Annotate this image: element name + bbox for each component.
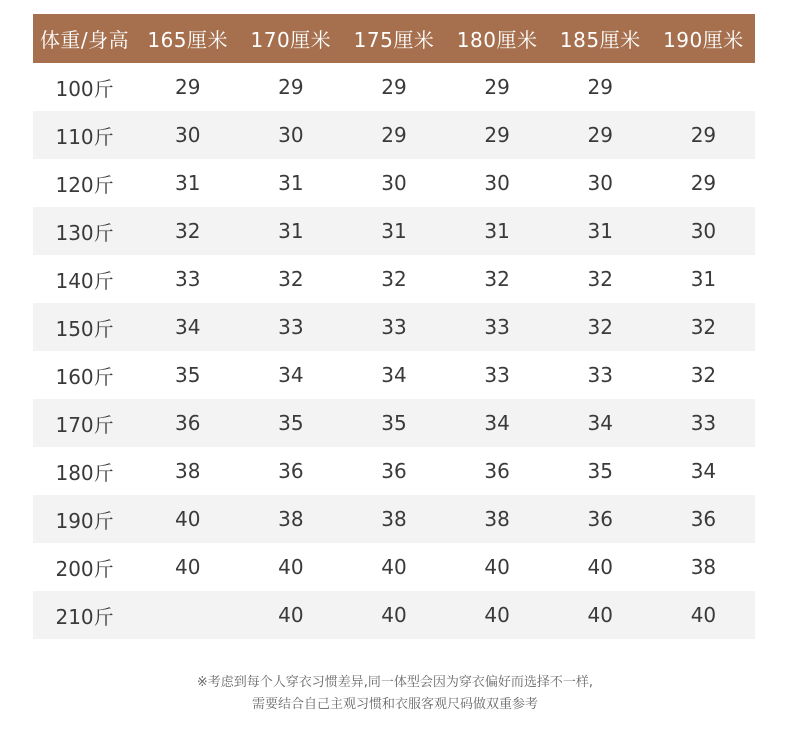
size-chart-header xyxy=(33,14,755,63)
size-cell: 30 xyxy=(652,207,755,255)
size-cell: 31 xyxy=(652,255,755,303)
size-cell: 40 xyxy=(652,591,755,639)
table-row xyxy=(33,543,755,591)
size-cell: 29 xyxy=(342,63,445,111)
size-cell: 29 xyxy=(652,111,755,159)
size-cell: 32 xyxy=(549,255,652,303)
size-cell: 30 xyxy=(342,159,445,207)
size-cell: 32 xyxy=(342,255,445,303)
size-cell: 34 xyxy=(549,399,652,447)
size-cell: 38 xyxy=(136,447,239,495)
weight-cell: 160斤 xyxy=(33,351,136,399)
size-cell: 40 xyxy=(239,543,342,591)
size-cell: 33 xyxy=(446,303,549,351)
size-cell xyxy=(652,63,755,111)
table-row xyxy=(33,159,755,207)
size-cell: 32 xyxy=(446,255,549,303)
size-cell: 29 xyxy=(549,111,652,159)
weight-cell: 110斤 xyxy=(33,111,136,159)
size-cell: 29 xyxy=(446,111,549,159)
size-cell: 32 xyxy=(549,303,652,351)
size-cell: 30 xyxy=(239,111,342,159)
size-cell: 33 xyxy=(549,351,652,399)
table-row xyxy=(33,447,755,495)
weight-cell: 120斤 xyxy=(33,159,136,207)
header-row xyxy=(33,14,755,63)
size-cell: 34 xyxy=(136,303,239,351)
size-cell: 32 xyxy=(239,255,342,303)
size-cell: 34 xyxy=(446,399,549,447)
size-cell: 40 xyxy=(342,543,445,591)
size-cell: 31 xyxy=(342,207,445,255)
weight-cell: 180斤 xyxy=(33,447,136,495)
header-height-175: 175厘米 xyxy=(342,14,445,63)
size-cell: 40 xyxy=(549,543,652,591)
size-cell: 33 xyxy=(136,255,239,303)
size-cell: 31 xyxy=(446,207,549,255)
size-cell: 36 xyxy=(652,495,755,543)
size-cell: 32 xyxy=(652,303,755,351)
size-cell: 31 xyxy=(239,159,342,207)
table-row xyxy=(33,63,755,111)
weight-cell: 170斤 xyxy=(33,399,136,447)
size-cell: 35 xyxy=(239,399,342,447)
size-cell xyxy=(136,591,239,639)
size-cell: 34 xyxy=(652,447,755,495)
size-cell: 33 xyxy=(652,399,755,447)
header-height-170: 170厘米 xyxy=(239,14,342,63)
size-cell: 35 xyxy=(342,399,445,447)
table-row xyxy=(33,255,755,303)
size-cell: 33 xyxy=(239,303,342,351)
size-cell: 40 xyxy=(136,495,239,543)
size-cell: 33 xyxy=(446,351,549,399)
header-height-185: 185厘米 xyxy=(549,14,652,63)
table-row xyxy=(33,303,755,351)
weight-cell: 100斤 xyxy=(33,63,136,111)
table-row xyxy=(33,207,755,255)
size-cell: 29 xyxy=(652,159,755,207)
size-cell: 34 xyxy=(239,351,342,399)
size-cell: 40 xyxy=(239,591,342,639)
header-height-190: 190厘米 xyxy=(652,14,755,63)
size-cell: 29 xyxy=(239,63,342,111)
table-row xyxy=(33,351,755,399)
size-cell: 36 xyxy=(446,447,549,495)
size-cell: 35 xyxy=(549,447,652,495)
weight-cell: 130斤 xyxy=(33,207,136,255)
size-cell: 32 xyxy=(136,207,239,255)
table-row xyxy=(33,111,755,159)
table-row xyxy=(33,399,755,447)
size-cell: 36 xyxy=(342,447,445,495)
size-cell: 40 xyxy=(342,591,445,639)
size-cell: 36 xyxy=(549,495,652,543)
size-cell: 35 xyxy=(136,351,239,399)
fit-note-line-1: ※考虑到每个人穿衣习惯差异,同一体型会因为穿衣偏好而选择不一样, xyxy=(196,675,594,690)
weight-cell: 140斤 xyxy=(33,255,136,303)
size-cell: 29 xyxy=(342,111,445,159)
size-cell: 32 xyxy=(652,351,755,399)
size-cell: 38 xyxy=(446,495,549,543)
header-height-165: 165厘米 xyxy=(136,14,239,63)
size-cell: 36 xyxy=(239,447,342,495)
fit-note-line-2: 需要结合自己主观习惯和衣服客观尺码做双重参考 xyxy=(251,697,538,712)
size-cell: 31 xyxy=(239,207,342,255)
size-cell: 29 xyxy=(549,63,652,111)
header-weight-height: 体重/身高 xyxy=(33,14,136,63)
weight-cell: 200斤 xyxy=(33,543,136,591)
size-cell: 30 xyxy=(136,111,239,159)
size-chart-table xyxy=(33,14,755,639)
weight-cell: 150斤 xyxy=(33,303,136,351)
size-cell: 30 xyxy=(446,159,549,207)
size-cell: 38 xyxy=(342,495,445,543)
size-cell: 40 xyxy=(549,591,652,639)
size-cell: 40 xyxy=(446,543,549,591)
table-row xyxy=(33,495,755,543)
size-cell: 31 xyxy=(136,159,239,207)
size-cell: 40 xyxy=(136,543,239,591)
size-cell: 31 xyxy=(549,207,652,255)
weight-cell: 190斤 xyxy=(33,495,136,543)
size-cell: 40 xyxy=(446,591,549,639)
size-cell: 34 xyxy=(342,351,445,399)
size-cell: 29 xyxy=(446,63,549,111)
size-cell: 38 xyxy=(239,495,342,543)
size-cell: 29 xyxy=(136,63,239,111)
size-cell: 38 xyxy=(652,543,755,591)
table-row xyxy=(33,591,755,639)
weight-cell: 210斤 xyxy=(33,591,136,639)
size-cell: 36 xyxy=(136,399,239,447)
size-chart-body xyxy=(33,63,755,639)
header-height-180: 180厘米 xyxy=(446,14,549,63)
size-cell: 33 xyxy=(342,303,445,351)
size-cell: 30 xyxy=(549,159,652,207)
